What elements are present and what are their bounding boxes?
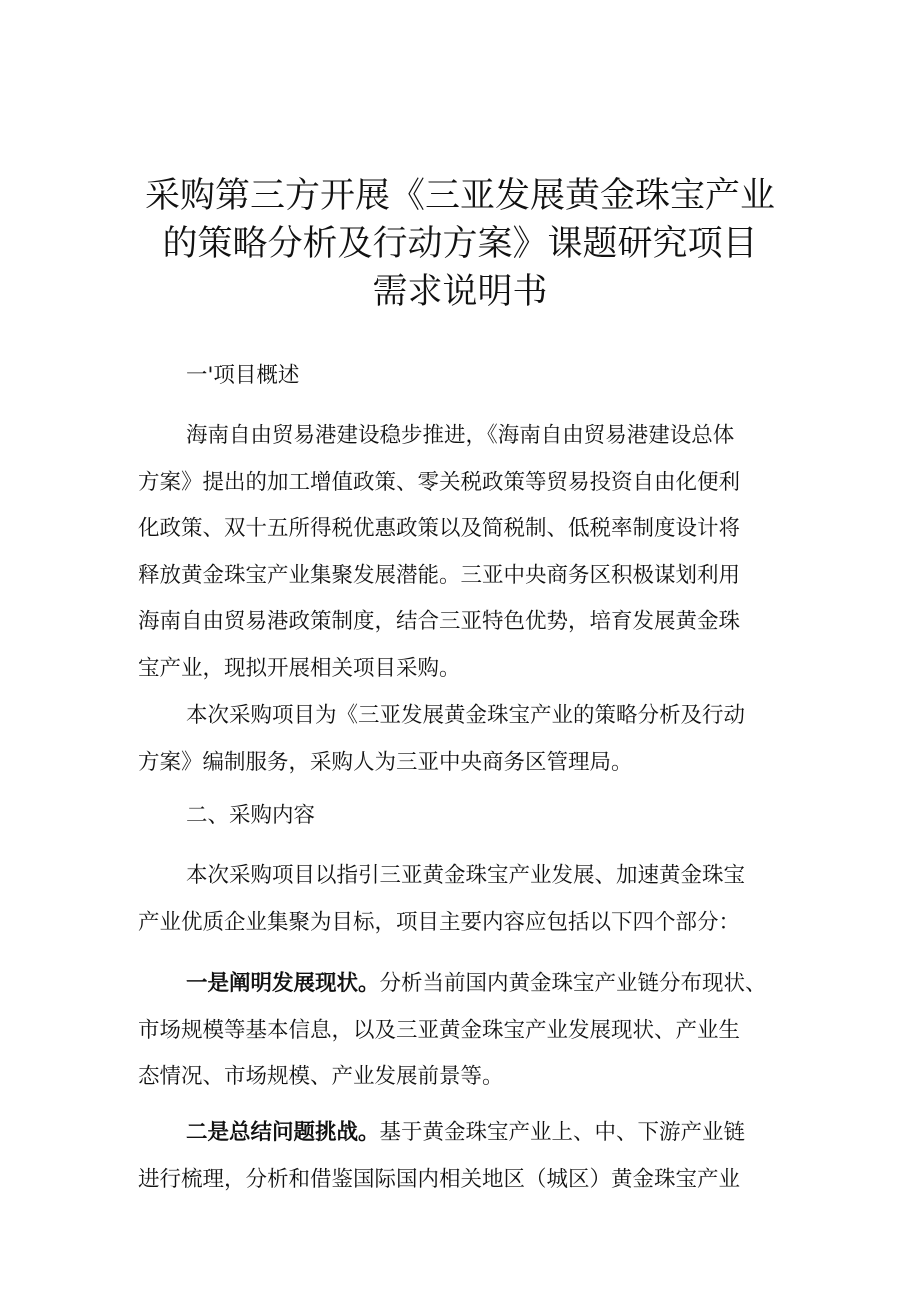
paragraph-line xyxy=(138,1110,788,1157)
section-heading-overview: 一'项目概述 xyxy=(186,363,300,388)
item-2-lead: 二是总结问题挑战。 xyxy=(186,1120,380,1145)
paragraph-line: 方案》编制服务，采购人为三亚中央商务区管理局。 xyxy=(138,749,633,775)
paragraph-background xyxy=(138,413,788,692)
paragraph-line: 释放黄金珠宝产业集聚发展潜能。三亚中央商务区积极谋划利用 xyxy=(138,562,741,588)
item-1-text: 分析当前国内黄金珠宝产业链分布现状、 xyxy=(379,971,767,996)
paragraph-line: 进行梳理，分析和借鉴国际国内相关地区（城区）黄金珠宝产业 xyxy=(138,1166,741,1192)
section-heading-content: 二、采购内容 xyxy=(186,803,316,828)
paragraph-content-intro xyxy=(138,853,788,946)
title-line-2: 的策略分析及行动方案》课题研究项目 xyxy=(162,224,758,264)
paragraph-line: 宝产业，现拟开展相关项目采购。 xyxy=(138,655,461,681)
item-1-lead: 一是阐明发展现状。 xyxy=(186,971,380,996)
paragraph-line: 化政策、双十五所得税优惠政策以及简税制、低税率制度设计将 xyxy=(138,516,741,541)
paragraph-item-2 xyxy=(138,1110,788,1203)
paragraph-line: 海南自由贸易港建设稳步推进，《海南自由贸易港建设总体 xyxy=(186,423,735,448)
paragraph-line: 海南自由贸易港政策制度，结合三亚特色优势，培育发展黄金珠 xyxy=(138,609,741,634)
paragraph-line: 本次采购项目以指引三亚黄金珠宝产业发展、加速黄金珠宝 xyxy=(186,863,746,888)
title-line-1: 采购第三方开展《三亚发展黄金珠宝产业 xyxy=(144,176,775,216)
paragraph-line: 市场规模等基本信息，以及三亚黄金珠宝产业发展现状、产业生 xyxy=(138,1017,741,1043)
paragraph-line: 态情况、市场规模、产业发展前景等。 xyxy=(138,1064,504,1089)
paragraph-line: 本次采购项目为《三亚发展黄金珠宝产业的策略分析及行动 xyxy=(186,703,746,728)
paragraph-line xyxy=(138,961,788,1008)
item-2-text: 基于黄金珠宝产业上、中、下游产业链 xyxy=(379,1120,746,1145)
document-title xyxy=(120,172,800,316)
paragraph-item-1 xyxy=(138,961,788,1101)
paragraph-line: 产业优质企业集聚为目标，项目主要内容应包括以下四个部分： xyxy=(138,909,741,935)
paragraph-line: 方案》提出的加工增值政策、零关税政策等贸易投资自由化便利 xyxy=(138,469,741,495)
title-line-3: 需求说明书 xyxy=(372,272,548,312)
paragraph-project-scope xyxy=(138,693,788,786)
